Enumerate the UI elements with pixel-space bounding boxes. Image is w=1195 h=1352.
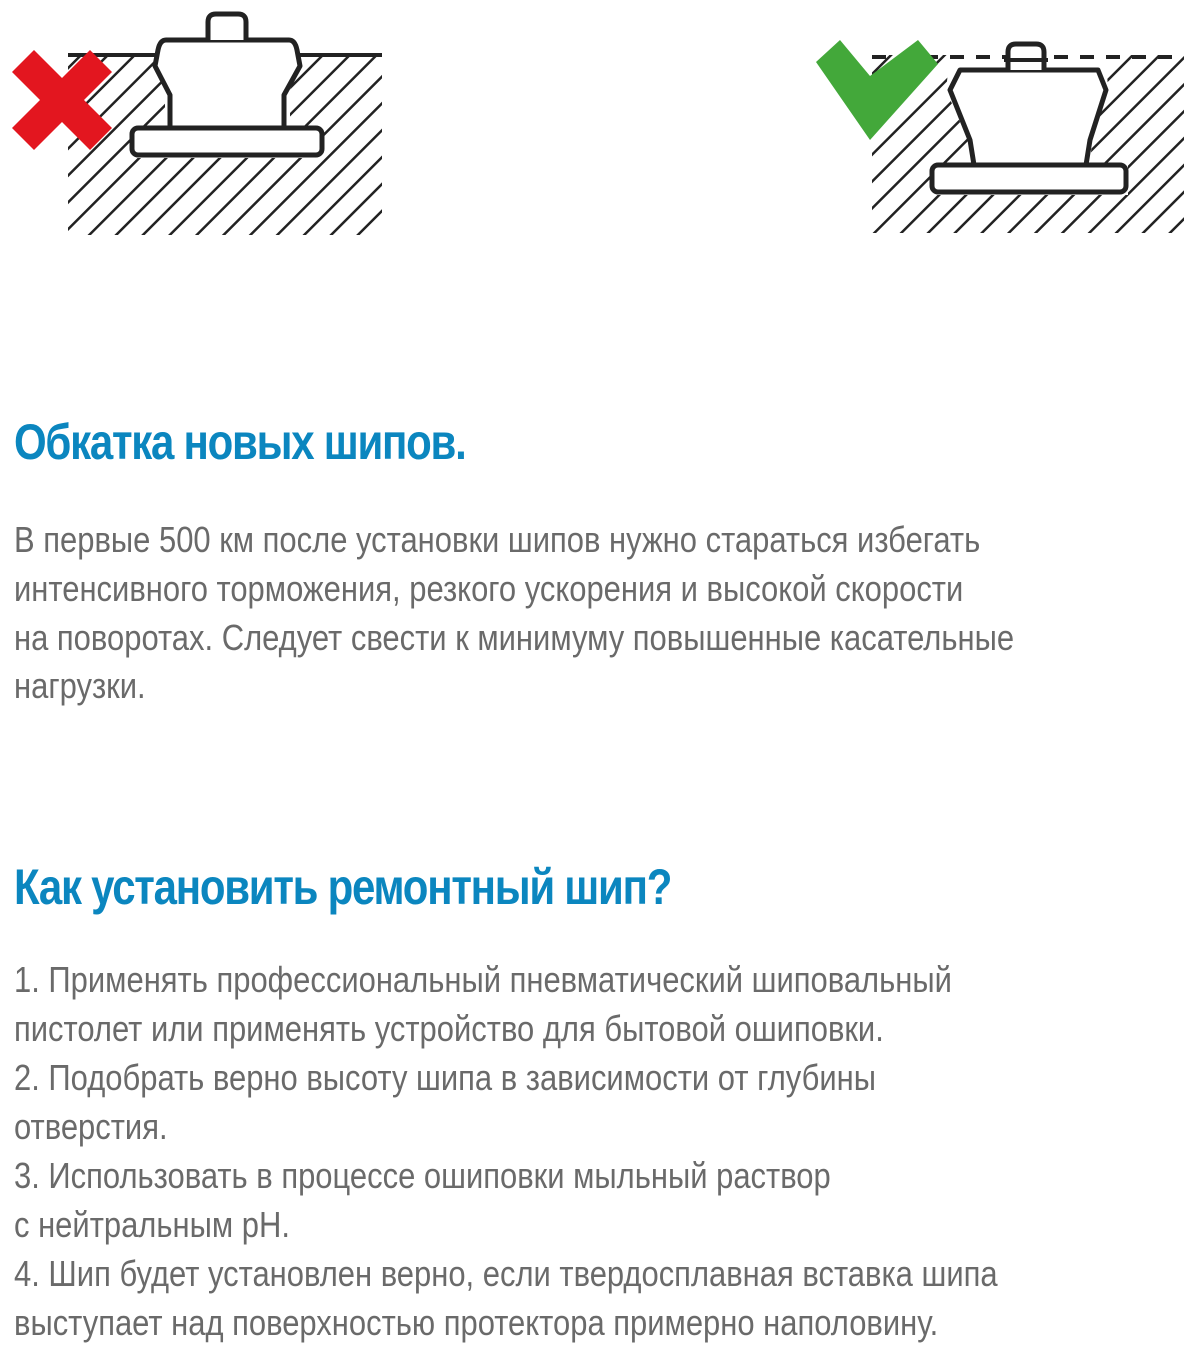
section-title-breakin: Обкатка новых шипов. <box>14 414 466 470</box>
correct-installation-illustration <box>810 0 1195 250</box>
repair-step-line: с нейтральным pH. <box>14 1204 290 1245</box>
repair-step-line: пистолет или применять устройство для бытовой ошиповки. <box>14 1008 884 1049</box>
section-title-repair: Как установить ремонтный шип? <box>14 859 672 915</box>
wrong-installation-illustration <box>0 0 400 250</box>
breakin-line: на поворотах. Следует свести к минимуму повышенные касательные <box>14 616 1015 658</box>
breakin-line: нагрузки. <box>14 665 146 707</box>
repair-step-line: отверстия. <box>14 1106 168 1147</box>
breakin-paragraph <box>14 516 1195 711</box>
repair-step-line: 4. Шип будет установлен верно, если твердосплавная вставка шипа <box>14 1253 998 1294</box>
repair-steps-list <box>14 955 998 1347</box>
repair-step-line: 3. Использовать в процессе ошиповки мыльный раствор <box>14 1155 831 1196</box>
repair-step-line: выступает над поверхностью протектора примерно наполовину. <box>14 1302 939 1343</box>
breakin-line: В первые 500 км после установки шипов нужно стараться избегать <box>14 519 981 560</box>
breakin-line: интенсивного торможения, резкого ускорения и высокой скорости <box>14 567 964 609</box>
repair-step-line: 1. Применять профессиональный пневматический шиповальный <box>14 959 952 1000</box>
repair-step-line: 2. Подобрать верно высоту шипа в зависимости от глубины <box>14 1057 876 1098</box>
